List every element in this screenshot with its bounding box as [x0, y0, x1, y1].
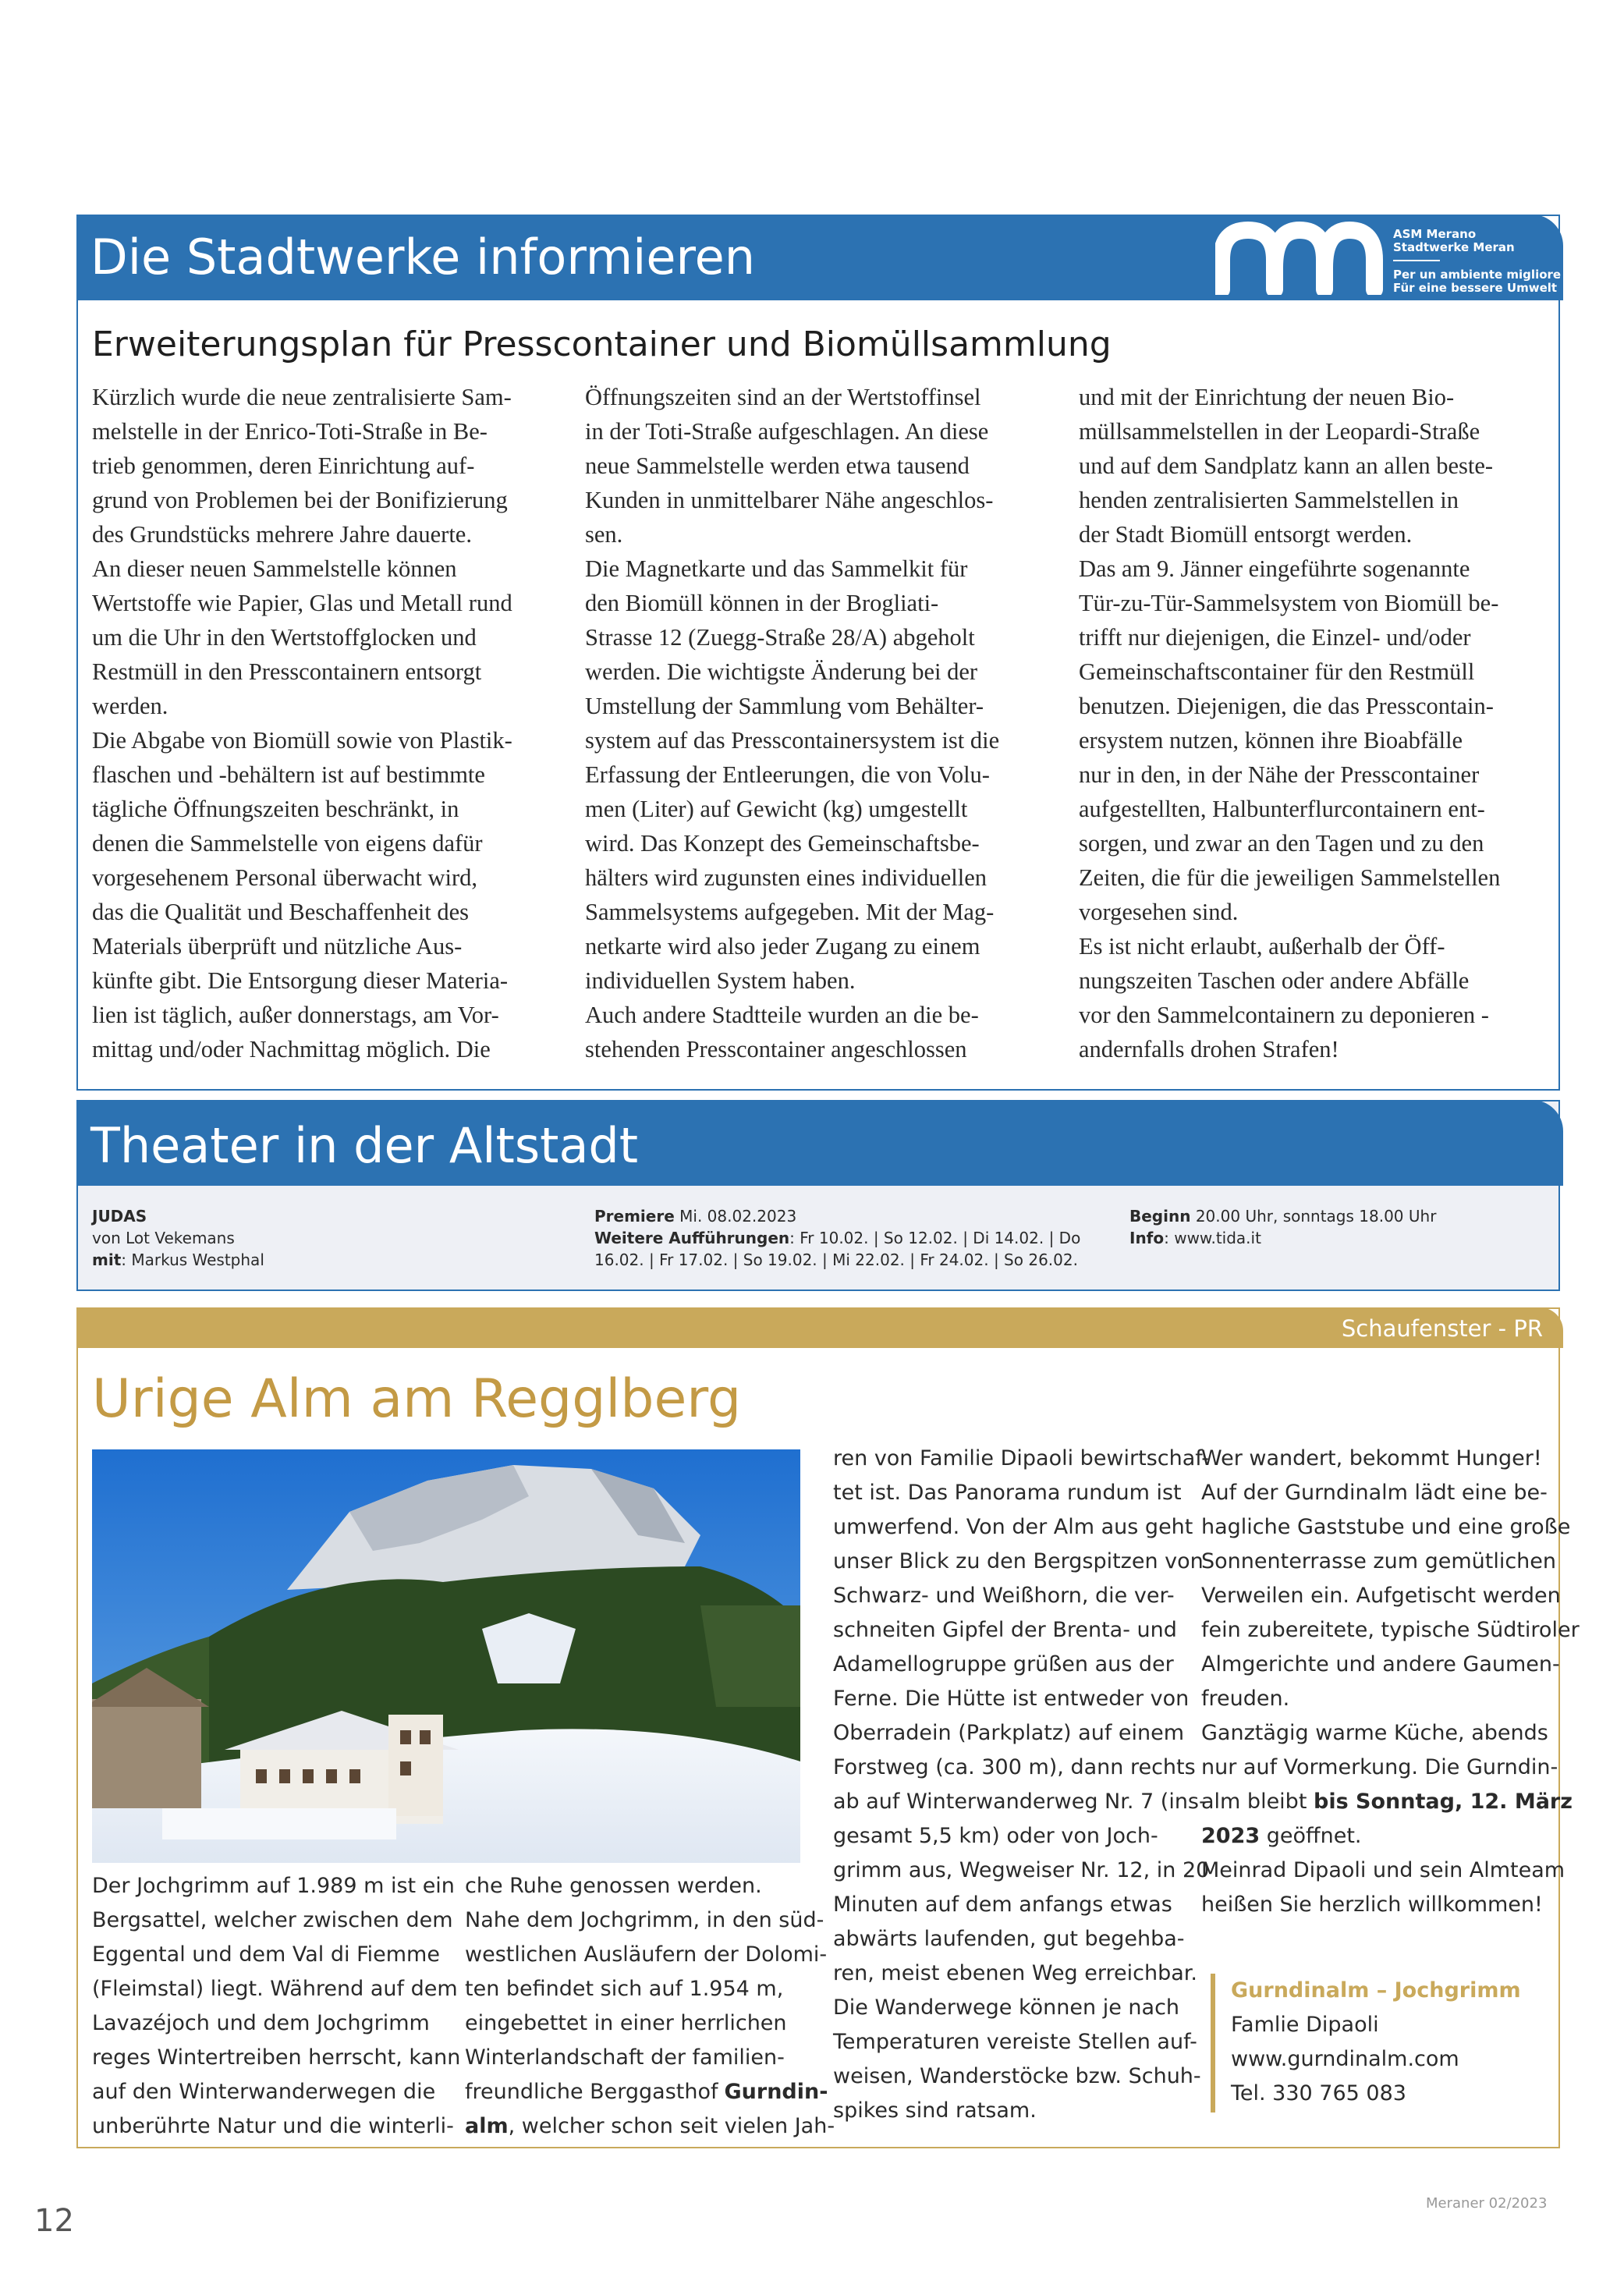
theater-time-info — [1129, 1205, 1436, 1249]
logo-line-3: Per un ambiente migliore — [1393, 268, 1562, 282]
article-line: das die Qualität und Beschaffenheit des — [92, 899, 470, 925]
text-line: unser Blick zu den Bergspitzen von — [833, 1549, 1204, 1573]
article-line: Wertstoffe wie Papier, Glas und Metall rund — [92, 590, 512, 616]
article-line: und auf dem Sandplatz kann an allen beste- — [1079, 452, 1494, 479]
text-line: Die Wanderwege können je nach — [833, 1995, 1180, 2020]
cast-value: : Markus Westphal — [121, 1250, 264, 1269]
text-line: Meinrad Dipaoli und sein Almteam — [1201, 1858, 1565, 1882]
article-line: und mit der Einrichtung der neuen Bio- — [1079, 384, 1455, 410]
play-title — [92, 1205, 264, 1227]
theater-play-info — [92, 1205, 264, 1271]
premiere-line — [594, 1205, 1080, 1227]
contact-family: Famlie Dipaoli — [1231, 2013, 1379, 2037]
begin-line — [1129, 1205, 1436, 1227]
article-title: Erweiterungsplan für Presscontainer und Biomüllsammlung — [92, 325, 1112, 364]
text-line — [1201, 1819, 1580, 1854]
article-line: Das am 9. Jänner eingeführte sogenannte — [1079, 555, 1470, 582]
article-line: Restmüll in den Presscontainern entsorgt — [92, 658, 482, 685]
article-line: nungszeiten Taschen oder andere Abfälle — [1079, 967, 1470, 994]
article-line: Kürzlich wurde die neue zentralisierte Sam- — [92, 384, 512, 410]
text-line: grimm aus, Wegweiser Nr. 12, in 20 — [833, 1858, 1210, 1882]
text-line: Forstweg (ca. 300 m), dann rechts — [833, 1755, 1196, 1779]
article-line: Zeiten, die für die jeweiligen Sammelstellen — [1079, 864, 1501, 891]
article-column-2 — [585, 380, 1053, 1066]
text-line: Sonnenterrasse zum gemütlichen — [1201, 1549, 1557, 1573]
article-line: müllsammelstellen in der Leopardi-Straße — [1079, 418, 1480, 445]
article-line: ersystem nutzen, können ihre Bioabfälle — [1079, 727, 1463, 754]
article-line: Die Abgabe von Biomüll sowie von Plastik- — [92, 727, 512, 754]
article-line: netkarte wird also jeder Zugang zu einem — [585, 933, 980, 960]
bold-text: Gurndin- — [724, 2080, 828, 2104]
article-line: vorgesehen sind. — [1079, 899, 1239, 925]
schaufenster-column-3 — [833, 1442, 1209, 2128]
text-line: Adamellogruppe grüßen aus der — [833, 1652, 1174, 1676]
article-line: künfte gibt. Die Entsorgung dieser Materia- — [92, 967, 509, 994]
text-line: Oberradein (Parkplatz) auf einem — [833, 1721, 1185, 1745]
text-fragment: geöffnet. — [1260, 1824, 1362, 1848]
article-line: vorgesehenem Personal überwacht wird, — [92, 864, 478, 891]
article-line: trieb genommen, deren Einrichtung auf- — [92, 452, 475, 479]
play-author: von Lot Vekemans — [92, 1229, 235, 1247]
text-line: che Ruhe genossen werden. — [465, 1874, 762, 1898]
article-line: hälters wird zugunsten eines individuellen — [585, 864, 987, 891]
text-line — [1201, 1785, 1580, 1819]
text-line: Bergsattel, welcher zwischen dem — [92, 1908, 453, 1932]
article-line: um die Uhr in den Wertstoffglocken und — [92, 624, 477, 651]
info-label: Info — [1129, 1229, 1165, 1247]
theater-section — [76, 1100, 1560, 1291]
logo-line-1: ASM Merano — [1393, 227, 1477, 241]
text-line: ren von Familie Dipaoli bewirtschaf- — [833, 1446, 1210, 1470]
article-line: Sammelsystems aufgegeben. Mit der Mag- — [585, 899, 995, 925]
article-line: der Stadt Biomüll entsorgt werden. — [1079, 521, 1413, 548]
contact-phone[interactable]: Tel. 330 765 083 — [1231, 2081, 1406, 2105]
text-line: ab auf Winterwanderweg Nr. 7 (ins- — [833, 1790, 1207, 1814]
article-line: Tür-zu-Tür-Sammelsystem von Biomüll be- — [1079, 590, 1499, 616]
text-line: unberührte Natur und die winterli- — [92, 2114, 454, 2138]
theater-header-band — [76, 1100, 1563, 1186]
article-line: trifft nur diejenigen, die Einzel- und/oder — [1079, 624, 1471, 651]
article-line: vor den Sammelcontainern zu deponieren - — [1079, 1002, 1489, 1028]
text-line: ren, meist ebenen Weg erreichbar. — [833, 1961, 1197, 1985]
cast-label: mit — [92, 1250, 122, 1269]
bold-text: alm — [465, 2114, 509, 2138]
article-line: neue Sammelstelle werden etwa tausend — [585, 452, 970, 479]
info-link[interactable]: : www.tida.it — [1164, 1229, 1261, 1247]
article-line: den Biomüll können in der Brogliati- — [585, 590, 939, 616]
text-line: abwärts laufenden, gut begehba- — [833, 1927, 1185, 1951]
logo-line-2: Stadtwerke Meran — [1393, 240, 1515, 254]
text-fragment: freundliche Berggasthof — [465, 2080, 718, 2104]
article-line: grund von Problemen bei der Bonifizierung — [92, 487, 508, 513]
logo-line-4: Für eine bessere Umwelt — [1393, 281, 1558, 295]
text-line: Schwarz- und Weißhorn, die ver- — [833, 1584, 1175, 1608]
text-line: Temperaturen vereiste Stellen auf- — [833, 2030, 1197, 2054]
text-line: fein zubereitete, typische Südtiroler — [1201, 1618, 1580, 1642]
article-line: men (Liter) auf Gewicht (kg) umgestellt — [585, 796, 968, 822]
text-line: Ganztägig warme Küche, abends — [1201, 1721, 1548, 1745]
contact-name: Gurndinalm – Jochgrimm — [1231, 1978, 1521, 2003]
text-line: Minuten auf dem anfangs etwas — [833, 1893, 1172, 1917]
more-performances-value-1: : Fr 10.02. | So 12.02. | Di 14.02. | Do — [789, 1229, 1081, 1247]
stadtwerke-header-band — [76, 215, 1563, 300]
article-line: wird. Das Konzept des Gemeinschaftsbe- — [585, 830, 980, 857]
premiere-value: Mi. 08.02.2023 — [674, 1207, 797, 1226]
article-line: denen die Sammelstelle von eigens dafür — [92, 830, 483, 857]
text-line: hagliche Gaststube und eine große — [1201, 1515, 1571, 1539]
schaufenster-title: Urige Alm am Regglberg — [92, 1368, 742, 1430]
bold-text: 2023 — [1201, 1824, 1261, 1848]
article-line: andernfalls drohen Strafen! — [1079, 1036, 1339, 1062]
play-cast — [92, 1249, 264, 1271]
logo-rule — [1393, 260, 1440, 261]
schaufenster-section — [76, 1307, 1580, 2148]
text-fragment: alm bleibt — [1201, 1790, 1314, 1814]
article-line: werden. Die wichtigste Änderung bei der — [585, 658, 978, 685]
play-title-text: JUDAS — [92, 1207, 147, 1226]
article-column-3 — [1079, 380, 1547, 1066]
text-line: Der Jochgrimm auf 1.989 m ist ein — [92, 1874, 455, 1898]
article-line: system auf das Presscontainersystem ist die — [585, 727, 1000, 754]
article-line: Umstellung der Sammlung vom Behälter- — [585, 693, 984, 719]
more-performances-line-1 — [594, 1227, 1080, 1249]
contact-box — [1211, 1974, 1543, 2112]
text-line: nur auf Vormerkung. Die Gurndin- — [1201, 1755, 1558, 1779]
article-line: lien ist täglich, außer donnerstags, am Vor- — [92, 1002, 499, 1028]
theater-header-title: Theater in der Altstadt — [90, 1117, 639, 1174]
article-line: Die Magnetkarte und das Sammelkit für — [585, 555, 968, 582]
begin-value: 20.00 Uhr, sonntags 18.00 Uhr — [1190, 1207, 1437, 1226]
text-line: Almgerichte und andere Gaumen- — [1201, 1652, 1560, 1676]
mountain-hut-photo — [92, 1449, 800, 1863]
text-line: weisen, Wanderstöcke bzw. Schuh- — [833, 2064, 1201, 2088]
premiere-label: Premiere — [594, 1207, 675, 1226]
begin-label: Beginn — [1129, 1207, 1191, 1226]
info-line — [1129, 1227, 1436, 1249]
text-line: westlichen Ausläufern der Dolomi- — [465, 1942, 828, 1967]
contact-website[interactable]: www.gurndinalm.com — [1231, 2047, 1459, 2071]
text-line: Nahe dem Jochgrimm, in den süd- — [465, 1908, 824, 1932]
schaufenster-column-4 — [1201, 1442, 1580, 1922]
article-line: Kunden in unmittelbarer Nähe angeschlos- — [585, 487, 994, 513]
article-line: stehenden Presscontainer angeschlossen — [585, 1036, 967, 1062]
schaufenster-column-2 — [465, 1869, 835, 2144]
asm-logo-icon — [1215, 221, 1383, 295]
text-line: tet ist. Das Panorama rundum ist — [833, 1481, 1182, 1505]
text-line: Eggental und dem Val di Fiemme — [92, 1942, 440, 1967]
stadtwerke-section — [76, 215, 1560, 1091]
article-line: Materials überprüft und nützliche Aus- — [92, 933, 463, 960]
article-line: Es ist nicht erlaubt, außerhalb der Öff- — [1079, 933, 1445, 960]
text-line: freuden. — [1201, 1687, 1290, 1711]
article-line: sen. — [585, 521, 623, 548]
article-line: in der Toti-Straße aufgeschlagen. An diese — [585, 418, 989, 445]
text-line — [465, 2075, 835, 2109]
schaufenster-label: Schaufenster - PR — [1341, 1315, 1543, 1342]
text-fragment: , welcher schon seit vielen Jah- — [508, 2114, 835, 2138]
text-line: eingebettet in einer herrlichen — [465, 2011, 787, 2035]
article-line: aufgestellten, Halbunterflurcontainern ent- — [1079, 796, 1485, 822]
text-line: Auf der Gurndinalm lädt eine be- — [1201, 1481, 1548, 1505]
article-line: nur in den, in der Nähe der Presscontainer — [1079, 761, 1480, 788]
more-performances-label: Weitere Aufführungen — [594, 1229, 790, 1247]
article-line: werden. — [92, 693, 168, 719]
text-line: Verweilen ein. Aufgetischt werden — [1201, 1584, 1561, 1608]
article-column-1 — [92, 380, 560, 1066]
article-line: An dieser neuen Sammelstelle können — [92, 555, 457, 582]
text-line: (Fleimstal) liegt. Während auf dem — [92, 1977, 458, 2001]
article-line: henden zentralisierten Sammelstellen in — [1079, 487, 1459, 513]
text-line: spikes sind ratsam. — [833, 2098, 1037, 2123]
text-line: Winterlandschaft der familien- — [465, 2045, 785, 2070]
text-line: schneiten Gipfel der Brenta- und — [833, 1618, 1177, 1642]
article-line: Öffnungszeiten sind an der Wertstoffinsel — [585, 384, 981, 410]
article-line: Auch andere Stadtteile wurden an die be- — [585, 1002, 979, 1028]
text-line: umwerfend. Von der Alm aus geht — [833, 1515, 1193, 1539]
text-line: Ferne. Die Hütte ist entweder von — [833, 1687, 1190, 1711]
text-line: Lavazéjoch und dem Jochgrimm — [92, 2011, 430, 2035]
issue-label: Meraner 02/2023 — [1426, 2195, 1548, 2212]
schaufenster-band — [76, 1307, 1563, 1348]
article-line: flaschen und -behältern ist auf bestimmte — [92, 761, 485, 788]
text-line: ten befindet sich auf 1.954 m, — [465, 1977, 784, 2001]
schaufenster-column-1 — [92, 1869, 460, 2144]
stadtwerke-header-title: Die Stadtwerke informieren — [90, 229, 756, 286]
text-line: gesamt 5,5 km) oder von Joch- — [833, 1824, 1158, 1848]
text-line: auf den Winterwanderwegen die — [92, 2080, 436, 2104]
article-line: mittag und/oder Nachmittag möglich. Die — [92, 1036, 491, 1062]
article-line: sorgen, und zwar an den Tagen und zu den — [1079, 830, 1484, 857]
text-line: heißen Sie herzlich willkommen! — [1201, 1893, 1543, 1917]
article-line: tägliche Öffnungszeiten beschränkt, in — [92, 796, 459, 822]
theater-dates-info — [594, 1205, 1080, 1271]
article-line: des Grundstücks mehrere Jahre dauerte. — [92, 521, 472, 548]
article-line: melstelle in der Enrico-Toti-Straße in Be- — [92, 418, 488, 445]
asm-logo — [1215, 221, 1562, 295]
article-line: benutzen. Diejenigen, die das Presscontain- — [1079, 693, 1494, 719]
bold-text: bis Sonntag, 12. März — [1314, 1790, 1573, 1814]
mountain-hut-illustration — [92, 1449, 800, 1863]
text-line — [465, 2109, 835, 2144]
article-line: Strasse 12 (Zuegg-Straße 28/A) abgeholt — [585, 624, 975, 651]
article-line: Gemeinschaftscontainer für den Restmüll — [1079, 658, 1475, 685]
text-line: Wer wandert, bekommt Hunger! — [1201, 1446, 1542, 1470]
article-line: individuellen System haben. — [585, 967, 856, 994]
page-number: 12 — [34, 2203, 74, 2239]
more-performances-line-2: 16.02. | Fr 17.02. | So 19.02. | Mi 22.02. | Fr 24.02. | So 26.02. — [594, 1250, 1078, 1269]
text-line: reges Wintertreiben herrscht, kann — [92, 2045, 461, 2070]
article-line: Erfassung der Entleerungen, die von Volu- — [585, 761, 990, 788]
